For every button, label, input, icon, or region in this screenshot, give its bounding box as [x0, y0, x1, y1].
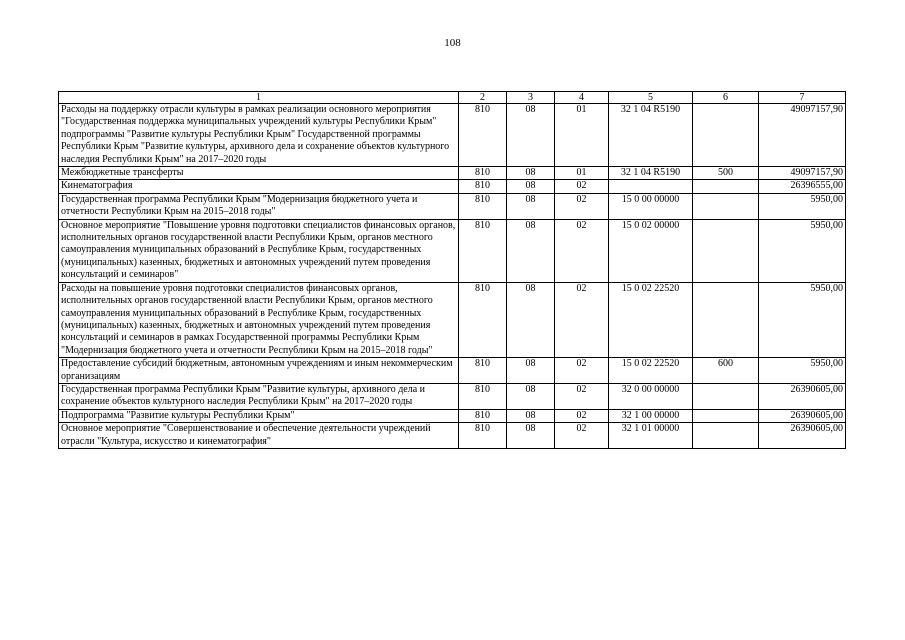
expense-type-cell	[693, 180, 759, 193]
section-code-cell: 08	[507, 383, 555, 409]
ministry-code-cell: 810	[459, 383, 507, 409]
subsection-code-cell: 02	[555, 180, 609, 193]
item-name-cell: Государственная программа Республики Крым "Модернизация бюджетного учета и отчетности Республики Крым на 2015–2018 годы"	[59, 193, 459, 219]
page-number: 108	[444, 37, 461, 49]
table-header-row	[59, 92, 846, 104]
table-row	[59, 219, 846, 282]
amount-cell: 5950,00	[759, 282, 846, 357]
expense-type-cell	[693, 282, 759, 357]
amount-cell: 49097157,90	[759, 104, 846, 167]
column-header: 1	[59, 92, 459, 104]
amount-cell: 26396555,00	[759, 180, 846, 193]
expense-type-cell	[693, 383, 759, 409]
ministry-code-cell: 810	[459, 193, 507, 219]
item-name-cell: Межбюджетные трансферты	[59, 167, 459, 180]
subsection-code-cell: 02	[555, 383, 609, 409]
subsection-code-cell: 02	[555, 423, 609, 449]
target-article-cell: 15 0 02 00000	[609, 219, 693, 282]
amount-cell: 26390605,00	[759, 409, 846, 422]
expense-type-cell	[693, 193, 759, 219]
section-code-cell: 08	[507, 409, 555, 422]
section-code-cell: 08	[507, 219, 555, 282]
table-row	[59, 167, 846, 180]
ministry-code-cell: 810	[459, 409, 507, 422]
ministry-code-cell: 810	[459, 180, 507, 193]
section-code-cell: 08	[507, 282, 555, 357]
target-article-cell: 32 1 04 R5190	[609, 167, 693, 180]
table-row	[59, 180, 846, 193]
column-header: 4	[555, 92, 609, 104]
section-code-cell: 08	[507, 104, 555, 167]
subsection-code-cell: 02	[555, 358, 609, 384]
section-code-cell: 08	[507, 167, 555, 180]
item-name-cell: Основное мероприятие "Повышение уровня подготовки специалистов финансовых органов, исполнительных органов государственной власти Республики Крым, органов местного самоуправления муниципальных образований в Республике Крым, государственных (муниципальных) казенных, бюджетных и автономных учреждений путем проведения консультаций и семинаров"	[59, 219, 459, 282]
target-article-cell: 32 1 04 R5190	[609, 104, 693, 167]
target-article-cell: 32 1 01 00000	[609, 423, 693, 449]
subsection-code-cell: 01	[555, 104, 609, 167]
subsection-code-cell: 02	[555, 193, 609, 219]
item-name-cell: Основное мероприятие "Совершенствование и обеспечение деятельности учреждений отрасли "Культура, искусство и кинематография"	[59, 423, 459, 449]
ministry-code-cell: 810	[459, 423, 507, 449]
table-row	[59, 104, 846, 167]
section-code-cell: 08	[507, 180, 555, 193]
target-article-cell	[609, 180, 693, 193]
subsection-code-cell: 02	[555, 282, 609, 357]
subsection-code-cell: 02	[555, 219, 609, 282]
item-name-cell: Расходы на поддержку отрасли культуры в рамках реализации основного мероприятия "Государственная поддержка муниципальных учреждений культуры Республики Крым" подпрограммы "Развитие культуры Республики Крым" Государственной программы Республики Крым "Развитие культуры, архивного дела и сохранение объектов культурного наследия Республики Крым" на 2017–2020 годы	[59, 104, 459, 167]
target-article-cell: 32 0 00 00000	[609, 383, 693, 409]
item-name-cell: Кинематография	[59, 180, 459, 193]
ministry-code-cell: 810	[459, 282, 507, 357]
target-article-cell: 15 0 02 22520	[609, 282, 693, 357]
item-name-cell: Подпрограмма "Развитие культуры Республики Крым"	[59, 409, 459, 422]
target-article-cell: 15 0 02 22520	[609, 358, 693, 384]
target-article-cell: 32 1 00 00000	[609, 409, 693, 422]
ministry-code-cell: 810	[459, 219, 507, 282]
item-name-cell: Расходы на повышение уровня подготовки специалистов финансовых органов, исполнительных органов государственной власти Республики Крым, органов местного самоуправления муниципальных образований в Республике Крым, государственных (муниципальных) казенных, бюджетных и автономных учреждений путем проведения консультаций и семинаров в рамках Государственной программы Республики Крым "Модернизация бюджетного учета и отчетности Республики Крым на 2015–2018 годы"	[59, 282, 459, 357]
column-header: 7	[759, 92, 846, 104]
subsection-code-cell: 01	[555, 167, 609, 180]
column-header: 6	[693, 92, 759, 104]
expense-type-cell	[693, 409, 759, 422]
section-code-cell: 08	[507, 423, 555, 449]
table-row	[59, 423, 846, 449]
subsection-code-cell: 02	[555, 409, 609, 422]
expense-type-cell: 600	[693, 358, 759, 384]
expense-type-cell	[693, 104, 759, 167]
column-header: 3	[507, 92, 555, 104]
amount-cell: 5950,00	[759, 358, 846, 384]
budget-table	[58, 91, 846, 449]
ministry-code-cell: 810	[459, 167, 507, 180]
amount-cell: 5950,00	[759, 219, 846, 282]
table-row	[59, 282, 846, 357]
expense-type-cell	[693, 219, 759, 282]
table-row	[59, 358, 846, 384]
column-header: 2	[459, 92, 507, 104]
ministry-code-cell: 810	[459, 104, 507, 167]
amount-cell: 26390605,00	[759, 423, 846, 449]
item-name-cell: Государственная программа Республики Крым "Развитие культуры, архивного дела и сохранение объектов культурного наследия Республики Крым" на 2017–2020 годы	[59, 383, 459, 409]
target-article-cell: 15 0 00 00000	[609, 193, 693, 219]
expense-type-cell: 500	[693, 167, 759, 180]
item-name-cell: Предоставление субсидий бюджетным, автономным учреждениям и иным некоммерческим организациям	[59, 358, 459, 384]
amount-cell: 5950,00	[759, 193, 846, 219]
table-row	[59, 383, 846, 409]
expense-type-cell	[693, 423, 759, 449]
ministry-code-cell: 810	[459, 358, 507, 384]
amount-cell: 26390605,00	[759, 383, 846, 409]
amount-cell: 49097157,90	[759, 167, 846, 180]
section-code-cell: 08	[507, 358, 555, 384]
section-code-cell: 08	[507, 193, 555, 219]
column-header: 5	[609, 92, 693, 104]
table-row	[59, 193, 846, 219]
table-row	[59, 409, 846, 422]
